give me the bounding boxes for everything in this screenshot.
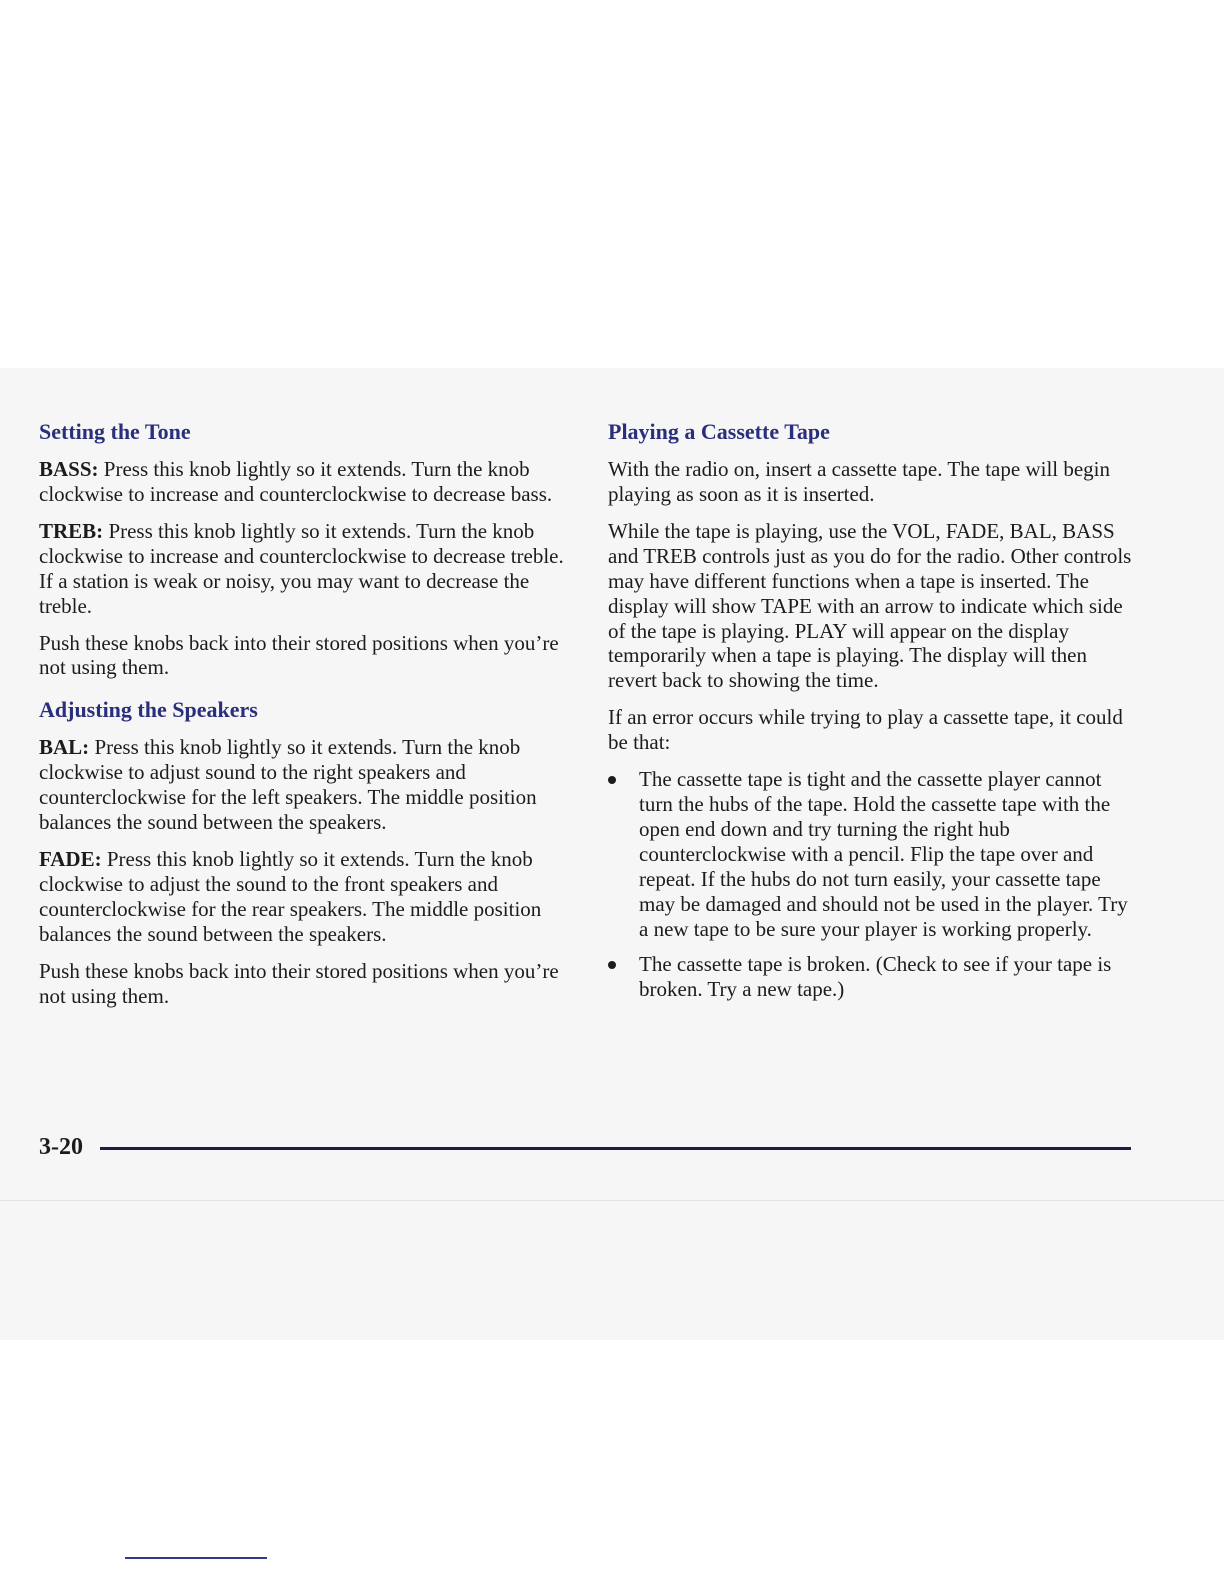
page-edge-line bbox=[0, 1200, 1224, 1201]
bullet-text-broken-tape: The cassette tape is broken. (Check to see if your tape is broken. Try a new tape.) bbox=[639, 952, 1112, 1002]
term-fade: FADE: bbox=[39, 847, 102, 871]
text-bal: Press this knob lightly so it extends. Turn the knob clockwise to adjust sound to the right speakers and counterclockwise for the left speakers. The middle position balances the sound between the speakers. bbox=[39, 735, 537, 835]
page-number: 3-20 bbox=[39, 1134, 83, 1160]
section-adjusting-the-speakers bbox=[39, 696, 567, 1008]
paragraph-tape-controls: While the tape is playing, use the VOL, FADE, BAL, BASS and TREB controls just as you do for the radio. Other controls may have different functions when a tape is inserted. The display will show TAPE with an arrow to indicate which side of the tape is playing. PLAY will appear on the display temporarily when a tape is playing. The display will then revert back to showing the time. bbox=[608, 518, 1132, 693]
bullet-text-tight-tape: The cassette tape is tight and the cassette player cannot turn the hubs of the tape. Hold the cassette tape with the open end down and try turning the right hub counterclockwise with a pencil. Flip the tape over and repeat. If the hubs do not turn easily, your cassette tape may be damaged and should not be used in the player. Try a new tape to be sure your player is working properly. bbox=[639, 767, 1128, 942]
page-footer bbox=[39, 1132, 1131, 1162]
heading-playing-a-cassette-tape: Playing a Cassette Tape bbox=[608, 419, 830, 444]
paragraph-insert-tape: With the radio on, insert a cassette tape. The tape will begin playing as soon as it is inserted. bbox=[608, 456, 1111, 506]
error-causes-list bbox=[608, 767, 1136, 1002]
heading-setting-the-tone: Setting the Tone bbox=[39, 419, 191, 444]
heading-adjusting-the-speakers: Adjusting the Speakers bbox=[39, 697, 258, 723]
paragraph-bal bbox=[39, 735, 567, 835]
right-column bbox=[608, 418, 1136, 1012]
text-bass: Press this knob lightly so it extends. Turn the knob clockwise to increase and counterclockwise to decrease bass. bbox=[39, 456, 553, 506]
term-bass: BASS: bbox=[39, 456, 99, 481]
bullet-dot-icon bbox=[608, 776, 616, 784]
paragraph-fade bbox=[39, 847, 567, 947]
term-bal: BAL: bbox=[39, 735, 90, 760]
text-treb: Press this knob lightly so it extends. Turn the knob clockwise to increase and counterclockwise to decrease treble. If a station is weak or noisy, you may want to decrease the treble. bbox=[39, 518, 564, 618]
paragraph-bass bbox=[39, 457, 567, 507]
paragraph-push-knobs-tone: Push these knobs back into their stored positions when you’re not using them. bbox=[39, 630, 559, 680]
list-item bbox=[608, 952, 1136, 1002]
term-treb: TREB: bbox=[39, 518, 104, 543]
list-item bbox=[608, 767, 1136, 942]
bottom-divider bbox=[125, 1557, 267, 1559]
bullet-dot-icon bbox=[608, 961, 616, 969]
paragraph-push-knobs-speakers: Push these knobs back into their stored positions when you’re not using them. bbox=[39, 958, 559, 1008]
footer-divider bbox=[100, 1147, 1131, 1150]
section-playing-a-cassette-tape bbox=[608, 418, 1136, 1002]
text-fade: Press this knob lightly so it extends. Turn the knob clockwise to adjust the sound to the front speakers and counterclockwise for the rear speakers. The middle position balances the sound between the speakers. bbox=[39, 847, 542, 946]
paragraph-treb bbox=[39, 519, 567, 619]
section-setting-the-tone bbox=[39, 418, 567, 680]
left-column bbox=[39, 418, 567, 1021]
paragraph-error-intro: If an error occurs while trying to play a cassette tape, it could be that: bbox=[608, 705, 1123, 755]
